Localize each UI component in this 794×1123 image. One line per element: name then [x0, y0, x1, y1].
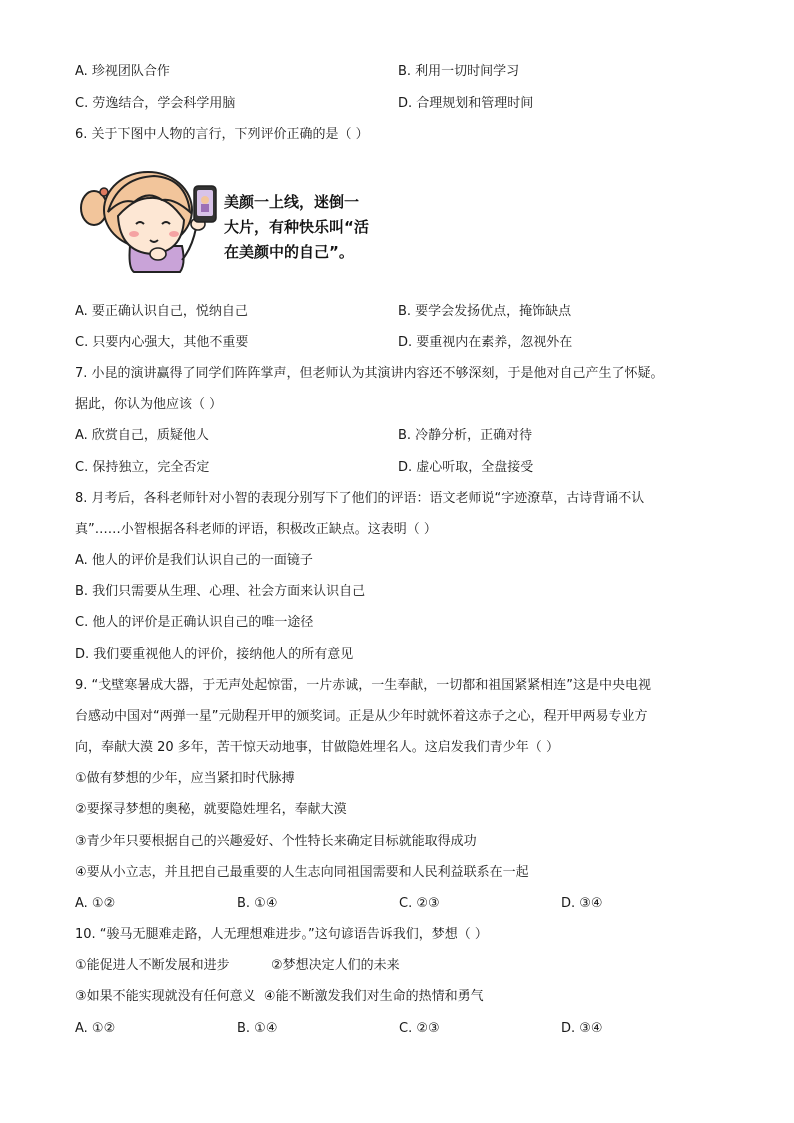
- q10-stem: 10. “骏马无腿难走路，人无理想难进步。”这句谚语告诉我们，梦想（ ）: [75, 927, 488, 942]
- q9-stem-line-3: 向，奉献大漠 20 多年，苦干惊天动地事，甘做隐姓埋名人。这启发我们青少年（ ）: [75, 740, 559, 755]
- q7-option-d: D. 虚心听取，全盘接受: [398, 460, 534, 475]
- q9-option-a: A. ①②: [75, 896, 116, 911]
- q6-stem: 6. 关于下图中人物的言行，下列评价正确的是（ ）: [75, 127, 369, 142]
- q10-option-d: D. ③④: [561, 1021, 603, 1036]
- q5-option-c: C. 劳逸结合，学会科学用脑: [75, 96, 236, 111]
- q7-stem-line-2: 据此，你认为他应该（ ）: [75, 397, 223, 412]
- q10-items-3-4: ③如果不能实现就没有任何意义 ④能不断激发我们对生命的热情和勇气: [75, 989, 484, 1004]
- q9-option-b: B. ①④: [237, 896, 278, 911]
- q10-option-b: B. ①④: [237, 1021, 278, 1036]
- q8-stem-line-2: 真”……小智根据各科老师的评语，积极改正缺点。这表明（ ）: [75, 522, 437, 537]
- q6-speech-line-1: 美颜一上线，迷倒一: [224, 193, 360, 211]
- q7-option-a: A. 欣赏自己，质疑他人: [75, 428, 209, 443]
- q9-option-c: C. ②③: [399, 896, 440, 911]
- q8-option-b: B. 我们只需要从生理、心理、社会方面来认识自己: [75, 584, 366, 599]
- q7-option-c: C. 保持独立，完全否定: [75, 460, 210, 475]
- q9-item-4: ④要从小立志，并且把自己最重要的人生志向同祖国需要和人民利益联系在一起: [75, 865, 529, 880]
- q5-option-a: A. 珍视团队合作: [75, 64, 170, 79]
- q8-stem-line-1: 8. 月考后，各科老师针对小智的表现分别写下了他们的评语：语文老师说“字迹潦草，古诗背诵不认: [75, 491, 645, 506]
- q5-option-d: D. 合理规划和管理时间: [398, 96, 534, 111]
- q7-stem-line-1: 7. 小昆的演讲赢得了同学们阵阵掌声，但老师认为其演讲内容还不够深刻，于是他对自己产生了怀疑。: [75, 366, 664, 381]
- q6-option-b: B. 要学会发扬优点，掩饰缺点: [398, 304, 572, 319]
- q9-option-d: D. ③④: [561, 896, 603, 911]
- q6-speech-line-3: 在美颜中的自己”。: [224, 243, 354, 261]
- q6-speech-line-2: 大片，有种快乐叫“活: [224, 218, 369, 236]
- q6-illustration: [78, 168, 398, 278]
- q8-option-c: C. 他人的评价是正确认识自己的唯一途径: [75, 615, 314, 630]
- q9-item-3: ③青少年只要根据自己的兴趣爱好、个性特长来确定目标就能取得成功: [75, 834, 477, 849]
- q10-option-c: C. ②③: [399, 1021, 440, 1036]
- q6-option-c: C. 只要内心强大，其他不重要: [75, 335, 249, 350]
- q10-option-a: A. ①②: [75, 1021, 116, 1036]
- q9-stem-line-1: 9. “戈壁寒暑成大器，于无声处起惊雷，一片赤诚，一生奉献，一切都和祖国紧紧相连”这是中央电视: [75, 678, 652, 693]
- q8-option-d: D. 我们要重视他人的评价，接纳他人的所有意见: [75, 647, 354, 662]
- q6-option-a: A. 要正确认识自己，悦纳自己: [75, 304, 248, 319]
- q6-option-d: D. 要重视内在素养，忽视外在: [398, 335, 573, 350]
- q9-item-2: ②要探寻梦想的奥秘，就要隐姓埋名，奉献大漠: [75, 802, 347, 817]
- q9-item-1: ①做有梦想的少年，应当紧扣时代脉搏: [75, 771, 295, 786]
- q9-stem-line-2: 台感动中国对“两弹一星”元勋程开甲的颁奖词。正是从少年时就怀着这赤子之心，程开甲两易专业方: [75, 709, 648, 724]
- q8-option-a: A. 他人的评价是我们认识自己的一面镜子: [75, 553, 313, 568]
- q5-option-b: B. 利用一切时间学习: [398, 64, 520, 79]
- q10-items-1-2: ①能促进人不断发展和进步 ②梦想决定人们的未来: [75, 958, 400, 973]
- girl-with-phone-icon: [78, 168, 218, 278]
- q7-option-b: B. 冷静分析，正确对待: [398, 428, 533, 443]
- q6-speech-text: [224, 190, 369, 265]
